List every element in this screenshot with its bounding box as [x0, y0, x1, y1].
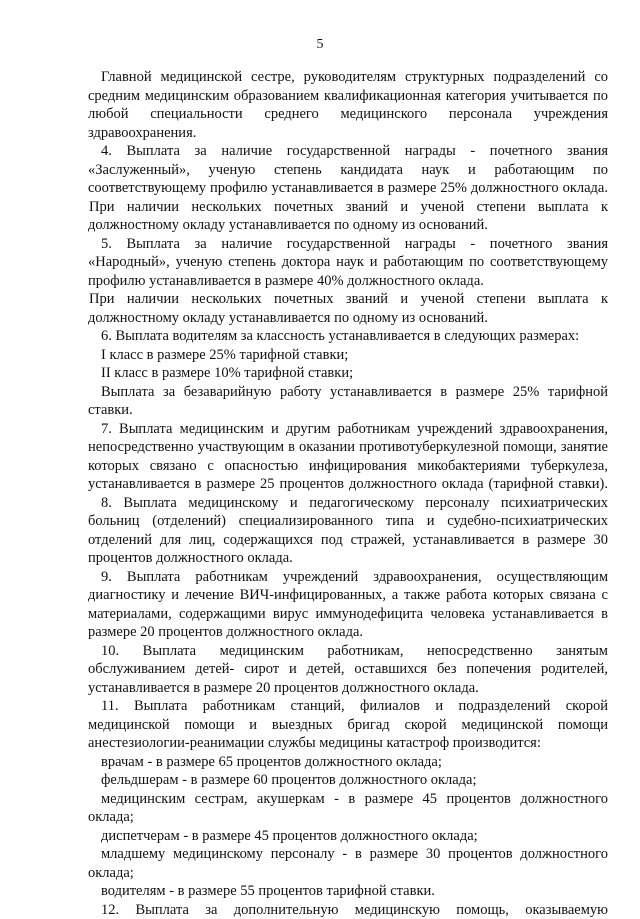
text-line: При наличии нескольких почетных званий и ученой степени выплата к — [88, 198, 608, 217]
text-line: анестезиологии-реанимации службы медицины катастроф производится: — [88, 734, 608, 753]
text-line: медицинской помощи и выездных бригад скорой медицинской помощи — [88, 716, 608, 735]
text-line: 5. Выплата за наличие государственной награды - почетного звания — [88, 235, 608, 254]
text-line: 8. Выплата медицинскому и педагогическому персоналу психиатрических — [88, 494, 608, 513]
text-line: 4. Выплата за наличие государственной награды - почетного звания — [88, 142, 608, 161]
text-line: «Заслуженный», ученую степень кандидата наук и работающим по — [88, 161, 608, 180]
text-line: должностному окладу устанавливается по одному из оснований. — [88, 309, 608, 328]
text-line: фельдшерам - в размере 60 процентов должностного оклада; — [88, 771, 608, 790]
text-line: любой специальности среднего медицинского персонала учреждения — [88, 105, 608, 124]
text-line: процентов должностного оклада. — [88, 549, 608, 568]
text-line: 12. Выплата за дополнительную медицинскую помощь, оказываемую — [88, 901, 608, 919]
text-line: При наличии нескольких почетных званий и ученой степени выплата к — [88, 290, 608, 309]
text-line: профилю устанавливается в размере 40% должностного оклада. — [88, 272, 608, 291]
text-line: I класс в размере 25% тарифной ставки; — [88, 346, 608, 365]
text-line: II класс в размере 10% тарифной ставки; — [88, 364, 608, 383]
text-line: водителям - в размере 55 процентов тарифной ставки. — [88, 882, 608, 901]
text-line: медицинским сестрам, акушеркам - в размере 45 процентов должностного — [88, 790, 608, 809]
text-line: непосредственно участвующим в оказании противотуберкулезной помощи, занятие — [88, 438, 608, 457]
text-line: 11. Выплата работникам станций, филиалов и подразделений скорой — [88, 697, 608, 716]
text-line: отделений для лиц, содержащихся под стражей, устанавливается в размере 30 — [88, 531, 608, 550]
text-line: «Народный», ученую степень доктора наук и работающим по соответствующему — [88, 253, 608, 272]
text-line: ставки. — [88, 401, 608, 420]
text-line: 10. Выплата медицинским работникам, непосредственно занятым — [88, 642, 608, 661]
text-line: средним медицинским образованием квалификационная категория учитывается по — [88, 87, 608, 106]
text-line: больниц (отделений) специализированного типа и судебно-психиатрических — [88, 512, 608, 531]
text-line: устанавливается в размере 25 процентов должностного оклада (тарифной ставки). — [88, 475, 608, 494]
text-line: которых связано с опасностью инфицирования микобактериями туберкулеза, — [88, 457, 608, 476]
text-line: Главной медицинской сестре, руководителям структурных подразделений со — [88, 68, 608, 87]
text-line: оклада; — [88, 808, 608, 827]
page-number: 5 — [0, 37, 640, 53]
text-line: размере 20 процентов должностного оклада. — [88, 623, 608, 642]
text-line: младшему медицинскому персоналу - в размере 30 процентов должностного — [88, 845, 608, 864]
document-body — [88, 68, 608, 919]
text-line: Выплата за безаварийную работу устанавливается в размере 25% тарифной — [88, 383, 608, 402]
text-line: 7. Выплата медицинским и другим работникам учреждений здравоохранения, — [88, 420, 608, 439]
text-line: врачам - в размере 65 процентов должностного оклада; — [88, 753, 608, 772]
text-line: обслуживанием детей- сирот и детей, оставшихся без попечения родителей, — [88, 660, 608, 679]
text-line: должностному окладу устанавливается по одному из оснований. — [88, 216, 608, 235]
text-line: диагностику и лечение ВИЧ-инфицированных, а также работа которых связана с — [88, 586, 608, 605]
text-line: диспетчерам - в размере 45 процентов должностного оклада; — [88, 827, 608, 846]
text-line: оклада; — [88, 864, 608, 883]
text-line: 6. Выплата водителям за классность устанавливается в следующих размерах: — [88, 327, 608, 346]
text-line: здравоохранения. — [88, 124, 608, 143]
text-line: материалами, содержащими вирус иммунодефицита человека устанавливается в — [88, 605, 608, 624]
text-line: соответствующему профилю устанавливается в размере 25% должностного оклада. — [88, 179, 608, 198]
text-line: устанавливается в размере 20 процентов должностного оклада. — [88, 679, 608, 698]
text-line: 9. Выплата работникам учреждений здравоохранения, осуществляющим — [88, 568, 608, 587]
